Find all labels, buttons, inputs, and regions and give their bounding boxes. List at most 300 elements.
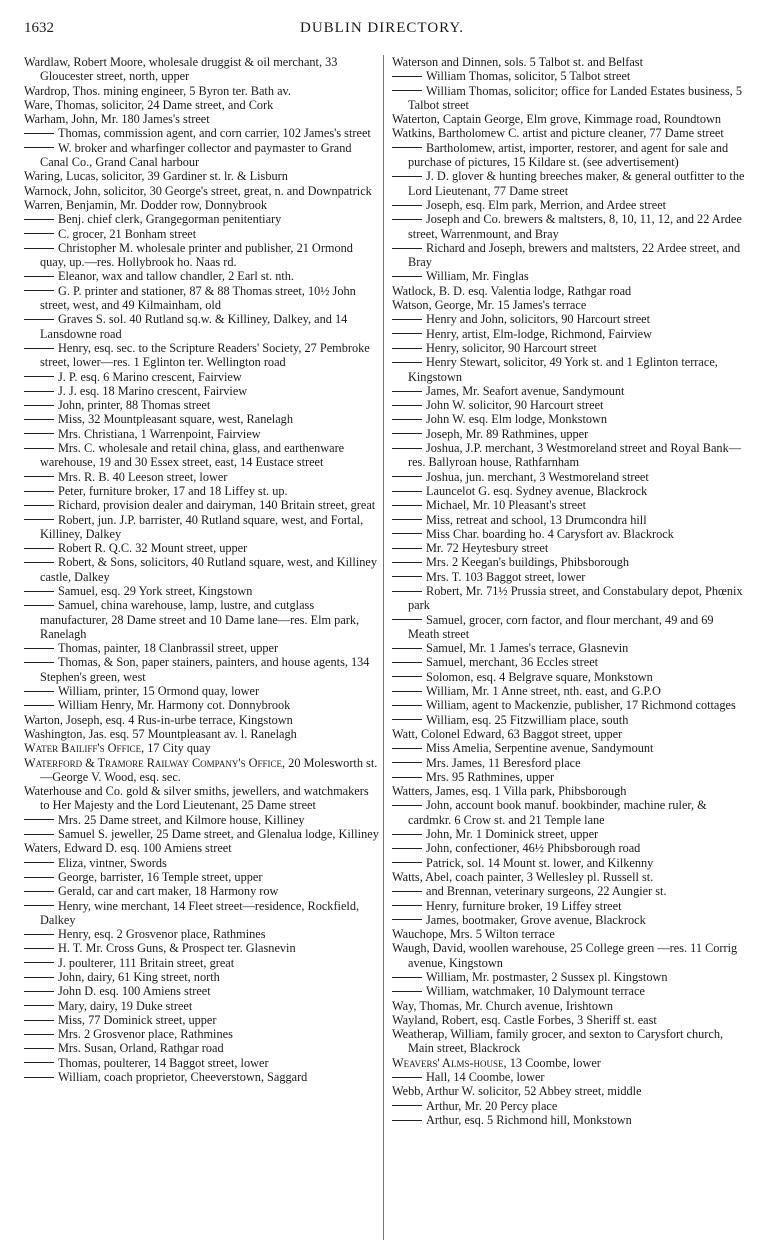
entry-text: Joshua, J.P. merchant, 3 Westmoreland street and Royal Bank—res. Ballyroan house, Rathfarnham	[408, 441, 742, 470]
directory-entry	[392, 670, 748, 684]
directory-entry	[24, 398, 380, 412]
ditto-dash	[24, 433, 54, 434]
directory-entry	[24, 513, 380, 542]
left-column	[24, 55, 380, 1084]
entry-text: Peter, furniture broker, 17 and 18 Liffey st. up.	[58, 483, 288, 498]
ditto-dash	[24, 905, 54, 906]
entry-text: John W. solicitor, 90 Harcourt street	[426, 398, 604, 413]
directory-entry	[24, 598, 380, 641]
entry-text: Mrs. James, 11 Beresford place	[426, 755, 581, 770]
entry-text: J. poulterer, 111 Britain street, great	[58, 955, 235, 970]
entry-text: Miss, 32 Mountpleasant square, west, Ranelagh	[58, 412, 293, 427]
directory-entry	[24, 112, 380, 126]
ditto-dash	[24, 276, 54, 277]
ditto-dash	[392, 176, 422, 177]
directory-entry	[392, 69, 748, 83]
entry-text: William Thomas, solicitor, 5 Talbot street	[426, 69, 631, 84]
ditto-dash	[392, 576, 422, 577]
directory-entry	[392, 427, 748, 441]
entry-text: 20 Molesworth st.—George V. Wood, esq. sec.	[40, 755, 378, 784]
ditto-dash	[24, 948, 54, 949]
entry-text: Launcelot G. esq. Sydney avenue, Blackrock	[426, 483, 648, 498]
directory-entry	[392, 1099, 748, 1113]
directory-entry	[392, 570, 748, 584]
entry-name: Weatherap, William,	[392, 1027, 494, 1042]
ditto-dash	[392, 862, 422, 863]
directory-entry	[24, 184, 380, 198]
entry-text: woollen warehouse, 25 College green —res. 11 Corrig avenue, Kingstown	[408, 941, 738, 970]
entry-name: Watkins, Bartholomew C.	[392, 126, 520, 141]
entry-text: J. J. esq. 18 Marino crescent, Fairview	[58, 383, 248, 398]
entry-text: Robert R. Q.C. 32 Mount street, upper	[58, 541, 248, 556]
column-divider	[383, 55, 384, 1240]
entry-text: John, account book manuf. bookbinder, machine ruler, & cardmkr. 6 Crow st. and 21 Temple lane	[408, 798, 707, 827]
entry-text: solicitor, 24 Dame street, and Cork	[98, 97, 274, 112]
page-header	[24, 20, 740, 42]
directory-entry	[24, 1070, 380, 1084]
entry-text: Gerald, car and cart maker, 18 Harmony row	[58, 884, 279, 899]
ditto-dash	[24, 233, 54, 234]
ditto-dash	[392, 519, 422, 520]
ditto-dash	[24, 405, 54, 406]
ditto-dash	[24, 1020, 54, 1021]
directory-entry	[392, 555, 748, 569]
entry-text: Mrs. Susan, Orland, Rathgar road	[58, 1041, 224, 1056]
entry-text: John, confectioner, 46½ Phibsborough road	[426, 841, 641, 856]
directory-entry	[24, 227, 380, 241]
ditto-dash	[24, 705, 54, 706]
ditto-dash	[392, 777, 422, 778]
directory-entry	[392, 884, 748, 898]
ditto-dash	[24, 133, 54, 134]
ditto-dash	[392, 1077, 422, 1078]
ditto-dash	[392, 348, 422, 349]
ditto-dash	[392, 448, 422, 449]
ditto-dash	[24, 934, 54, 935]
ditto-dash	[24, 562, 54, 563]
ditto-dash	[392, 691, 422, 692]
entry-text: Mrs. 2 Grosvenor place, Rathmines	[58, 1027, 233, 1042]
directory-entry	[24, 470, 380, 484]
entry-text: coach painter, 3 Wellesley pl. Russell st.	[452, 869, 654, 884]
ditto-dash	[392, 562, 422, 563]
entry-text: Mr. 72 Heytesbury street	[426, 541, 549, 556]
entry-text: William, Mr. Finglas	[426, 269, 529, 284]
entry-text: G. P. printer and stationer, 87 & 88 Thomas street, 10½ John street, west, and 49 Kilmainham, old	[40, 283, 356, 313]
directory-entry	[24, 541, 380, 555]
entry-text: sols. 5 Talbot st. and Belfast	[501, 55, 643, 69]
directory-entry	[392, 513, 748, 527]
ditto-dash	[392, 662, 422, 663]
entry-text: John D. esq. 100 Amiens street	[58, 984, 211, 999]
entry-text: William, printer, 15 Ormond quay, lower	[58, 684, 260, 699]
entry-text: William, watchmaker, 10 Dalymount terrace	[426, 984, 645, 999]
entry-text: W. broker and wharfinger collector and paymaster to Grand Canal Co., Grand Canal harbour	[40, 140, 352, 170]
entry-name: Warren, Benjamin,	[24, 197, 117, 212]
entry-text: Henry, esq. sec. to the Scripture Readers' Society, 27 Pembroke street, lower—res. 1 Eglinton ter. Wellington road	[40, 340, 370, 370]
entry-text: John, printer, 88 Thomas street	[58, 398, 211, 413]
directory-entry	[392, 341, 748, 355]
entry-text: Elm grove, Kimmage road, Roundtown	[523, 112, 722, 127]
ditto-dash	[24, 448, 54, 449]
directory-entry	[392, 384, 748, 398]
entry-text: and Brennan, veterinary surgeons, 22 Aungier st.	[426, 884, 667, 899]
ditto-dash	[24, 648, 54, 649]
entry-text: Bartholomew, artist, importer, restorer, and agent for sale and purchase of pictures, 15 Kildare st. (see advertisement)	[408, 140, 729, 170]
entry-text: H. T. Mr. Cross Guns, & Prospect ter. Glasnevin	[58, 941, 296, 956]
ditto-dash	[24, 147, 54, 148]
entry-text: Samuel, china warehouse, lamp, lustre, and cutglass manufacturer, 28 Dame street and 10 Dame lane—res. Elm park, Ranelagh	[40, 598, 360, 641]
ditto-dash	[24, 491, 54, 492]
entry-text: Miss, 77 Dominick street, upper	[58, 1012, 217, 1027]
entry-text: Henry, wine merchant, 14 Fleet street—residence, Rockfield, Dalkey	[40, 898, 360, 927]
directory-entry	[24, 169, 380, 183]
entry-text: C. grocer, 21 Bonham street	[58, 226, 197, 241]
ditto-dash	[24, 891, 54, 892]
entry-name: Waterton, Captain George,	[392, 112, 524, 127]
entry-text: Eliza, vintner, Swords	[58, 855, 167, 870]
entry-name: Webb, Arthur W.	[392, 1084, 476, 1099]
directory-entry	[24, 884, 380, 898]
directory-entry	[392, 741, 748, 755]
entry-name: Waugh, David,	[392, 941, 466, 956]
entry-text: Mary, dairy, 19 Duke street	[58, 998, 193, 1013]
directory-entry	[392, 55, 748, 69]
entry-text: Mrs. 2 Keegan's buildings, Phibsborough	[426, 555, 630, 570]
directory-entry	[392, 441, 748, 470]
entry-text: William, esq. 25 Fitzwilliam place, south	[426, 712, 629, 727]
ditto-dash	[392, 748, 422, 749]
directory-entry	[24, 555, 380, 584]
ditto-dash	[392, 76, 422, 77]
entry-text: Thomas, commission agent, and corn carrier, 102 James's street	[58, 126, 371, 141]
entry-text: Christopher M. wholesale printer and publisher, 21 Ormond quay, up.—res. Hollybrook ho. Naas rd.	[40, 240, 353, 270]
ditto-dash	[24, 376, 54, 377]
directory-entry	[392, 312, 748, 326]
entry-text: Robert, & Sons, solicitors, 40 Rutland square, west, and Killiney castle, Dalkey	[40, 555, 378, 584]
entry-text: William, Mr. postmaster, 2 Sussex pl. Kingstown	[426, 970, 668, 984]
directory-entry	[392, 870, 748, 884]
ditto-dash	[392, 1105, 422, 1106]
directory-entry	[24, 856, 380, 870]
entry-name: Warnock, John,	[24, 183, 101, 198]
directory-entry	[24, 698, 380, 712]
entry-text: Samuel, merchant, 36 Eccles street	[426, 655, 599, 670]
ditto-dash	[392, 805, 422, 806]
page-title: DUBLIN DIRECTORY.	[300, 20, 464, 36]
entry-text: Arthur, esq. 5 Richmond hill, Monkstown	[426, 1112, 632, 1127]
entry-text: John W. esq. Elm lodge, Monkstown	[426, 412, 608, 427]
directory-entry	[24, 84, 380, 98]
ditto-dash	[392, 505, 422, 506]
directory-entry	[392, 927, 748, 941]
ditto-dash	[392, 705, 422, 706]
entry-text: Henry, furniture broker, 19 Liffey street	[426, 898, 622, 913]
directory-entry	[24, 1027, 380, 1041]
directory-entry	[392, 770, 748, 784]
ditto-dash	[24, 391, 54, 392]
entry-text: Mr. Dodder row, Donnybrook	[116, 197, 268, 212]
entry-name: Watts, Abel,	[392, 869, 453, 884]
directory-entry	[24, 1013, 380, 1027]
directory-entry	[24, 241, 380, 270]
entry-text: Mr. 180 James's street	[97, 112, 210, 127]
ditto-dash	[392, 905, 422, 906]
entry-name: Wardlaw, Robert Moore,	[24, 55, 146, 69]
directory-entry	[392, 126, 748, 140]
directory-entry	[392, 84, 748, 113]
directory-entry	[392, 841, 748, 855]
directory-entry	[392, 1070, 748, 1084]
directory-entry	[24, 427, 380, 441]
entry-name: Watson, George,	[392, 298, 474, 313]
ditto-dash	[24, 290, 54, 291]
entry-text: Joseph and Co. brewers & maltsters, 8, 10, 11, 12, and 22 Ardee street, Warrenmount, and Bray	[408, 212, 742, 241]
entry-name: Water Bailiff's Office,	[24, 741, 145, 756]
ditto-dash	[392, 205, 422, 206]
ditto-dash	[24, 977, 54, 978]
entry-text: J. D. glover & hunting breeches maker, & general outfitter to the Lord Lieutenant, 77 Dame street	[408, 169, 745, 198]
entry-text: 17 City quay	[144, 741, 211, 756]
entry-text: Thomas, & Son, paper stainers, painters, and house agents, 134 Stephen's green, west	[40, 655, 370, 684]
entry-text: Miss Amelia, Serpentine avenue, Sandymount	[426, 741, 654, 756]
directory-entry	[392, 327, 748, 341]
directory-entry	[24, 713, 380, 727]
ditto-dash	[392, 891, 422, 892]
entry-text: esq. 57 Mountpleasant av. l. Ranelagh	[106, 726, 297, 741]
directory-entry	[24, 655, 380, 684]
entry-name: Warton, Joseph,	[24, 712, 103, 727]
entry-text: Samuel, esq. 29 York street, Kingstown	[58, 583, 253, 598]
entry-text: Eleanor, wax and tallow chandler, 2 Earl st. nth.	[58, 269, 294, 284]
entry-text: J. P. esq. 6 Marino crescent, Fairview	[58, 369, 242, 384]
directory-entry	[392, 541, 748, 555]
ditto-dash	[392, 533, 422, 534]
entry-text: gold & silver smiths, jewellers, and watchmakers to Her Majesty and the Lord Lieutenant, 25 Dame street	[40, 784, 369, 813]
ditto-dash	[24, 591, 54, 592]
directory-entry	[24, 55, 380, 84]
page-number: 1632	[24, 20, 54, 36]
ditto-dash	[24, 1034, 54, 1035]
entry-name: Waring, Lucas,	[24, 169, 99, 184]
directory-entry	[24, 269, 380, 283]
entry-text: Patrick, sol. 14 Mount st. lower, and Kilkenny	[426, 855, 654, 870]
directory-entry	[24, 813, 380, 827]
directory-entry	[392, 613, 748, 642]
directory-entry	[392, 1027, 748, 1056]
directory-entry	[24, 727, 380, 741]
directory-entry	[24, 1041, 380, 1055]
entry-text: Miss Char. boarding ho. 4 Carysfort av. Blackrock	[426, 526, 674, 541]
directory-entry	[392, 899, 748, 913]
ditto-dash	[392, 848, 422, 849]
ditto-dash	[24, 505, 54, 506]
ditto-dash	[24, 319, 54, 320]
directory-entry	[24, 484, 380, 498]
entry-text: William, Mr. 1 Anne street, nth. east, and G.P.O	[426, 684, 661, 699]
entry-text: Mrs. 25 Dame street, and Kilmore house, Killiney	[58, 812, 305, 827]
directory-entry	[24, 341, 380, 370]
directory-entry	[392, 169, 748, 198]
directory-entry	[24, 684, 380, 698]
entry-text: Mrs. T. 103 Baggot street, lower	[426, 569, 586, 584]
ditto-dash	[392, 619, 422, 620]
entry-name: Wayland, Robert,	[392, 1012, 479, 1027]
directory-entry	[24, 412, 380, 426]
ditto-dash	[392, 548, 422, 549]
directory-entry	[24, 441, 380, 470]
entry-name: Ware, Thomas,	[24, 97, 99, 112]
directory-entry	[24, 941, 380, 955]
entry-text: Samuel S. jeweller, 25 Dame street, and Glenalua lodge, Killiney	[58, 827, 379, 842]
directory-entry	[392, 398, 748, 412]
ditto-dash	[24, 1062, 54, 1063]
directory-entry	[392, 684, 748, 698]
directory-entry	[392, 698, 748, 712]
entry-text: Benj. chief clerk, Grangegorman penitentiary	[58, 212, 282, 227]
ditto-dash	[392, 476, 422, 477]
ditto-dash	[392, 762, 422, 763]
directory-entry	[24, 899, 380, 928]
entry-text: esq. Castle Forbes, 3 Sheriff st. east	[478, 1012, 657, 1027]
ditto-dash	[24, 348, 54, 349]
entry-text: Henry, esq. 2 Grosvenor place, Rathmines	[58, 927, 266, 942]
ditto-dash	[392, 977, 422, 978]
ditto-dash	[392, 834, 422, 835]
directory-entry	[392, 298, 748, 312]
directory-entry	[24, 984, 380, 998]
entry-name: Weavers' Alms-house,	[392, 1055, 507, 1070]
directory-entry	[24, 756, 380, 785]
directory-entry	[392, 269, 748, 283]
ditto-dash	[24, 662, 54, 663]
entry-text: solicitor, 39 Gardiner st. lr. & Lisburn	[98, 169, 288, 184]
ditto-dash	[392, 591, 422, 592]
directory-entry	[24, 784, 380, 813]
ditto-dash	[392, 90, 422, 91]
entry-text: Mr. Church avenue, Irishtown	[462, 998, 613, 1013]
directory-entry	[24, 584, 380, 598]
entry-text: Mrs. 95 Rathmines, upper	[426, 769, 555, 784]
directory-entry	[24, 999, 380, 1013]
ditto-dash	[24, 691, 54, 692]
directory-entry	[392, 641, 748, 655]
directory-entry	[24, 956, 380, 970]
ditto-dash	[24, 248, 54, 249]
ditto-dash	[24, 605, 54, 606]
directory-entry	[392, 284, 748, 298]
entry-text: Joseph, Mr. 89 Rathmines, upper	[426, 426, 589, 441]
directory-entry	[392, 913, 748, 927]
ditto-dash	[392, 147, 422, 148]
directory-entry	[392, 198, 748, 212]
ditto-dash	[24, 476, 54, 477]
entry-text: 13 Coombe, lower	[506, 1055, 601, 1070]
directory-entry	[24, 498, 380, 512]
directory-entry	[392, 1113, 748, 1127]
directory-entry	[392, 713, 748, 727]
entry-text: Richard, provision dealer and dairyman, 140 Britain street, great	[58, 498, 376, 513]
directory-entry	[24, 126, 380, 140]
entry-text: esq. 100 Amiens street	[117, 841, 232, 856]
ditto-dash	[24, 962, 54, 963]
ditto-dash	[24, 819, 54, 820]
ditto-dash	[24, 1048, 54, 1049]
entry-text: Hall, 14 Coombe, lower	[426, 1070, 545, 1085]
entry-name: Warham, John,	[24, 112, 98, 127]
directory-entry	[24, 98, 380, 112]
directory-entry	[24, 927, 380, 941]
entry-text: Mrs. C. wholesale and retail china, glass, and earthenware warehouse, 19 and 30 Essex street, east, 14 Eustace street	[40, 441, 345, 470]
ditto-dash	[392, 676, 422, 677]
directory-entry	[24, 212, 380, 226]
ditto-dash	[392, 919, 422, 920]
directory-entry	[392, 798, 748, 827]
entry-text: artist and picture cleaner, 77 Dame street	[519, 126, 724, 141]
ditto-dash	[392, 333, 422, 334]
ditto-dash	[392, 648, 422, 649]
entry-text: John, Mr. 1 Dominick street, upper	[426, 827, 599, 842]
directory-entry	[392, 856, 748, 870]
ditto-dash	[24, 419, 54, 420]
entry-text: Robert, jun. J.P. barrister, 40 Rutland square, west, and Fortal, Killiney, Dalkey	[40, 512, 364, 541]
directory-entry	[392, 355, 748, 384]
ditto-dash	[24, 219, 54, 220]
directory-entry	[392, 941, 748, 970]
directory-entry	[392, 970, 748, 984]
entry-name: Wardrop, Thos.	[24, 83, 101, 98]
entry-name: Waters, Edward D.	[24, 841, 118, 856]
entry-text: Joshua, jun. merchant, 3 Westmoreland street	[426, 469, 649, 484]
directory-entry	[392, 984, 748, 998]
entry-name: Watt, Colonel Edward,	[392, 726, 505, 741]
directory-entry	[392, 1084, 748, 1098]
entry-text: James, Mr. Seafort avenue, Sandymount	[426, 383, 625, 398]
directory-entry	[24, 827, 380, 841]
ditto-dash	[24, 519, 54, 520]
directory-entry	[392, 584, 748, 613]
entry-text: wholesale druggist & oil merchant, 33 Gloucester street, north, upper	[40, 55, 338, 84]
directory-entry	[24, 970, 380, 984]
entry-text: 5 Wilton terrace	[472, 927, 555, 942]
entry-text: Miss, retreat and school, 13 Drumcondra hill	[426, 512, 647, 527]
directory-entry	[24, 198, 380, 212]
directory-entry	[24, 741, 380, 755]
ditto-dash	[392, 276, 422, 277]
entry-text: family grocer, and sexton to Carysfort church, Main street, Blackrock	[408, 1027, 724, 1056]
entry-text: Samuel, Mr. 1 James's terrace, Glasnevin	[426, 641, 629, 656]
directory-entry	[24, 641, 380, 655]
entry-text: William Thomas, solicitor; office for Landed Estates business, 5 Talbot street	[408, 83, 742, 112]
ditto-dash	[24, 1077, 54, 1078]
ditto-dash	[392, 391, 422, 392]
ditto-dash	[24, 877, 54, 878]
entry-text: Joseph, esq. Elm park, Merrion, and Ardee street	[426, 197, 667, 212]
entry-text: Henry and John, solicitors, 90 Harcourt street	[426, 312, 651, 327]
directory-entry	[392, 784, 748, 798]
entry-name: Watters, James,	[392, 784, 469, 799]
entry-name: Way, Thomas,	[392, 998, 463, 1013]
directory-entry	[24, 284, 380, 313]
entry-text: Solomon, esq. 4 Belgrave square, Monkstown	[426, 669, 653, 684]
ditto-dash	[392, 248, 422, 249]
entry-text: Thomas, painter, 18 Clanbrassil street, upper	[58, 641, 279, 656]
directory-entry	[392, 727, 748, 741]
entry-text: George, barrister, 16 Temple street, upper	[58, 869, 263, 884]
entry-text: 63 Baggot street, upper	[504, 726, 623, 741]
directory-entry	[392, 655, 748, 669]
directory-entry	[24, 384, 380, 398]
